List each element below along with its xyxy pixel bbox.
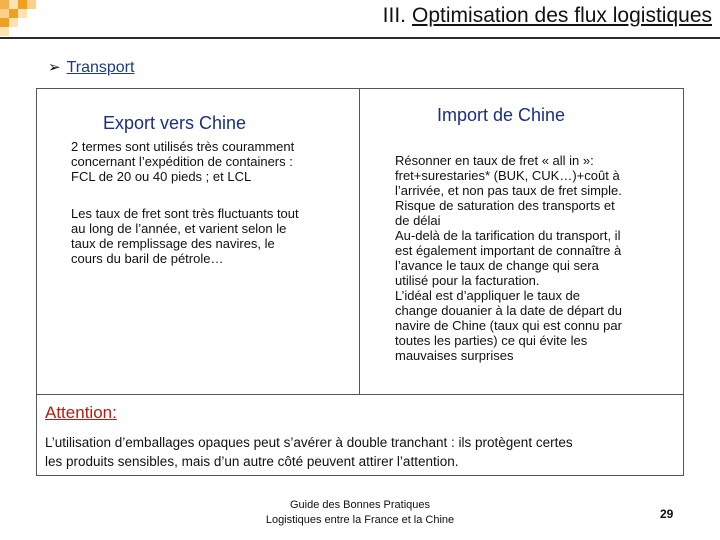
text-line: taux de remplissage des navires, le <box>71 236 275 251</box>
title-divider <box>0 37 720 39</box>
attention-label: Attention: <box>45 403 117 422</box>
bullet-label: Transport <box>66 59 135 76</box>
decorative-square <box>0 0 9 9</box>
text-line: Risque de saturation des transports et <box>395 198 615 213</box>
text-line: cours du baril de pétrole… <box>71 251 224 266</box>
text-line: utilisé pour la facturation. <box>395 273 540 288</box>
content-table <box>36 88 684 476</box>
decorative-square <box>9 9 18 18</box>
text-line: fret+surestaries* (BUK, CUK…)+coût à <box>395 168 620 183</box>
text-line: L’utilisation d’emballages opaques peut s’avérer à double tranchant : ils protègent certes <box>45 435 573 450</box>
footer-line: Guide des Bonnes Pratiques <box>289 499 431 511</box>
bullet-transport <box>48 58 134 77</box>
column-divider <box>359 89 360 394</box>
footer-source <box>240 498 480 528</box>
decorative-square <box>27 0 36 9</box>
text-line: FCL de 20 ou 40 pieds ; et LCL <box>71 169 252 184</box>
text-line: l’avance le taux de change qui sera <box>395 258 599 273</box>
text-line: est également important de connaître à <box>395 243 622 258</box>
text-line: l’arrivée, et non pas taux de fret simple. <box>395 183 622 198</box>
section-title: Optimisation des flux logistiques <box>412 4 712 27</box>
page-number: 29 <box>660 507 674 521</box>
decorative-square <box>18 9 27 18</box>
row-divider <box>37 394 683 395</box>
attention-text <box>45 433 675 471</box>
export-heading: Export vers Chine <box>103 113 247 133</box>
decorative-square <box>0 9 9 18</box>
footer-line: Logistiques entre la France et la Chine <box>265 514 455 526</box>
text-line: mauvaises surprises <box>395 348 514 363</box>
decorative-square <box>9 0 18 9</box>
import-heading: Import de Chine <box>437 105 566 125</box>
text-line: Résonner en taux de fret « all in »: <box>395 153 594 168</box>
export-paragraph <box>71 139 294 184</box>
text-line: toutes les parties) ce qui évite les <box>395 333 588 348</box>
decorative-square <box>9 18 18 27</box>
slide-title <box>383 4 712 28</box>
section-number: III. <box>382 4 407 27</box>
text-line: 2 termes sont utilisés très couramment <box>71 139 295 154</box>
text-line: change douanier à la date de départ du <box>395 303 622 318</box>
text-line: Au-delà de la tarification du transport, il <box>395 228 621 243</box>
arrow-bullet-icon: ➢ <box>48 59 61 76</box>
import-paragraph <box>395 153 622 363</box>
decorative-square <box>18 0 27 9</box>
decorative-square <box>0 18 9 27</box>
text-line: de délai <box>395 213 441 228</box>
decorative-square <box>0 27 9 36</box>
export-paragraph <box>71 206 299 266</box>
text-line: L’idéal est d’appliquer le taux de <box>395 288 581 303</box>
text-line: les produits sensibles, mais d’un autre côté peuvent attirer l’attention. <box>45 454 459 469</box>
text-line: au long de l’année, et varient selon le <box>71 221 287 236</box>
text-line: Les taux de fret sont très fluctuants tout <box>71 206 299 221</box>
text-line: concernant l’expédition de containers : <box>71 154 293 169</box>
text-line: navire de Chine (taux qui est connu par <box>395 318 622 333</box>
